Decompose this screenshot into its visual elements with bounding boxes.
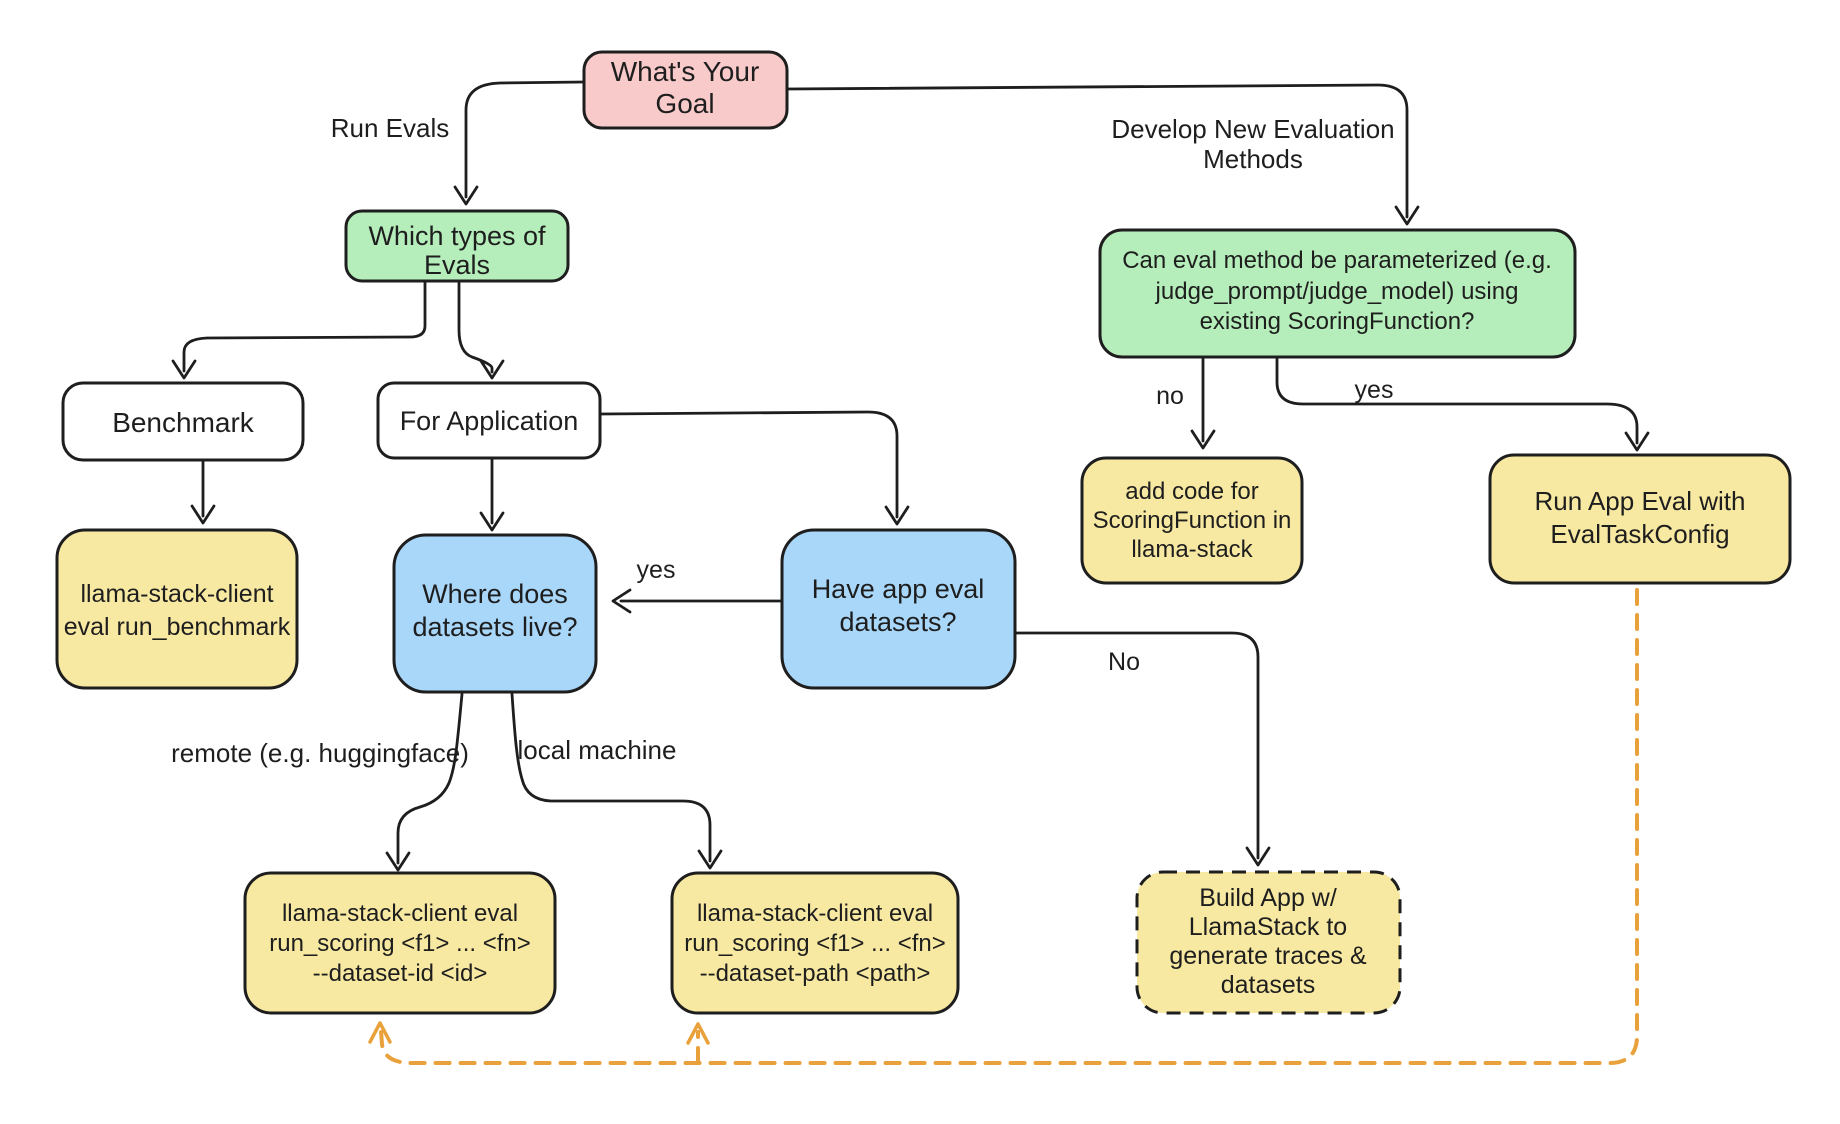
build-app-line: generate traces & <box>1169 942 1367 970</box>
edge-whichtypes-to-benchmark <box>184 281 425 371</box>
label-develop-new: Develop New Evaluation <box>1111 114 1395 144</box>
run-benchmark-cmd-box <box>57 530 297 688</box>
which-types-line: Evals <box>423 250 491 280</box>
run-app-eval-line: EvalTaskConfig <box>1550 519 1730 549</box>
benchmark-line: Benchmark <box>112 407 254 438</box>
node-where-datasets <box>394 535 596 692</box>
label-yes-mid: yes <box>636 556 676 584</box>
node-benchmark <box>63 383 303 460</box>
which-types-line: Which types of <box>368 221 546 251</box>
where-datasets-line: datasets live? <box>412 612 578 642</box>
node-build-app <box>1137 872 1400 1013</box>
param-question-line: existing ScoringFunction? <box>1199 308 1475 335</box>
dataset-path-cmd-line: llama-stack-client eval <box>696 900 934 927</box>
label-local: local machine <box>517 735 677 765</box>
add-code-line: ScoringFunction in <box>1092 507 1292 534</box>
dataset-path-cmd-line: --dataset-path <path> <box>699 960 931 987</box>
for-application-line: For Application <box>399 406 579 436</box>
run-app-eval-line: Run App Eval with <box>1534 486 1746 516</box>
dataset-id-cmd-line: --dataset-id <id> <box>312 960 488 987</box>
add-code-line: add code for <box>1125 478 1259 505</box>
param-question-line: Can eval method be parameterized (e.g. <box>1122 247 1552 274</box>
edge-wheredatasets-remote-to-datasetid <box>398 694 462 863</box>
dataset-id-cmd-line: llama-stack-client eval <box>281 900 519 927</box>
goal-line: Goal <box>655 88 715 119</box>
node-run-app-eval <box>1490 455 1790 583</box>
dataset-id-cmd-line: run_scoring <f1> ... <fn> <box>269 930 531 957</box>
edge-whichtypes-to-forapplication <box>459 281 492 372</box>
goal-line: What's Your <box>610 56 760 87</box>
add-code-line: llama-stack <box>1131 536 1253 563</box>
node-which-types <box>346 211 568 281</box>
label-no-mid: No <box>1108 648 1140 676</box>
where-datasets-line: Where does <box>422 579 568 609</box>
label-no-left: no <box>1156 382 1184 410</box>
label-yes-right: yes <box>1354 376 1394 404</box>
node-param-question <box>1100 230 1575 357</box>
dataset-path-cmd-line: run_scoring <f1> ... <fn> <box>684 930 946 957</box>
edge-paramquestion-yes-to-runappeval <box>1277 358 1637 443</box>
build-app-line: datasets <box>1220 971 1316 999</box>
build-app-line: LlamaStack to <box>1188 913 1348 941</box>
label-run-evals: Run Evals <box>330 113 450 143</box>
node-goal <box>584 52 787 128</box>
edge-forapplication-to-havedatasets <box>600 412 897 517</box>
label-remote: remote (e.g. huggingface) <box>171 738 469 768</box>
build-app-line: Build App w/ <box>1199 884 1337 912</box>
node-dataset-path-cmd <box>672 873 958 1013</box>
label-develop-new: Methods <box>1203 144 1303 174</box>
node-have-datasets <box>782 530 1015 688</box>
run-benchmark-cmd-line: llama-stack-client <box>80 580 274 608</box>
node-run-benchmark-cmd <box>57 530 297 688</box>
have-datasets-line: datasets? <box>839 607 957 637</box>
run-benchmark-cmd-line: eval run_benchmark <box>63 613 291 641</box>
node-for-application <box>378 383 600 458</box>
have-datasets-line: Have app eval <box>811 574 985 604</box>
edge-goal-to-paramquestion <box>787 85 1407 217</box>
node-dataset-id-cmd <box>245 873 555 1013</box>
node-add-code <box>1082 458 1302 583</box>
edge-wheredatasets-local-to-datasetpath <box>512 694 710 861</box>
edge-goal-to-whichtypes <box>466 82 584 197</box>
param-question-line: judge_prompt/judge_model) using <box>1155 278 1519 305</box>
